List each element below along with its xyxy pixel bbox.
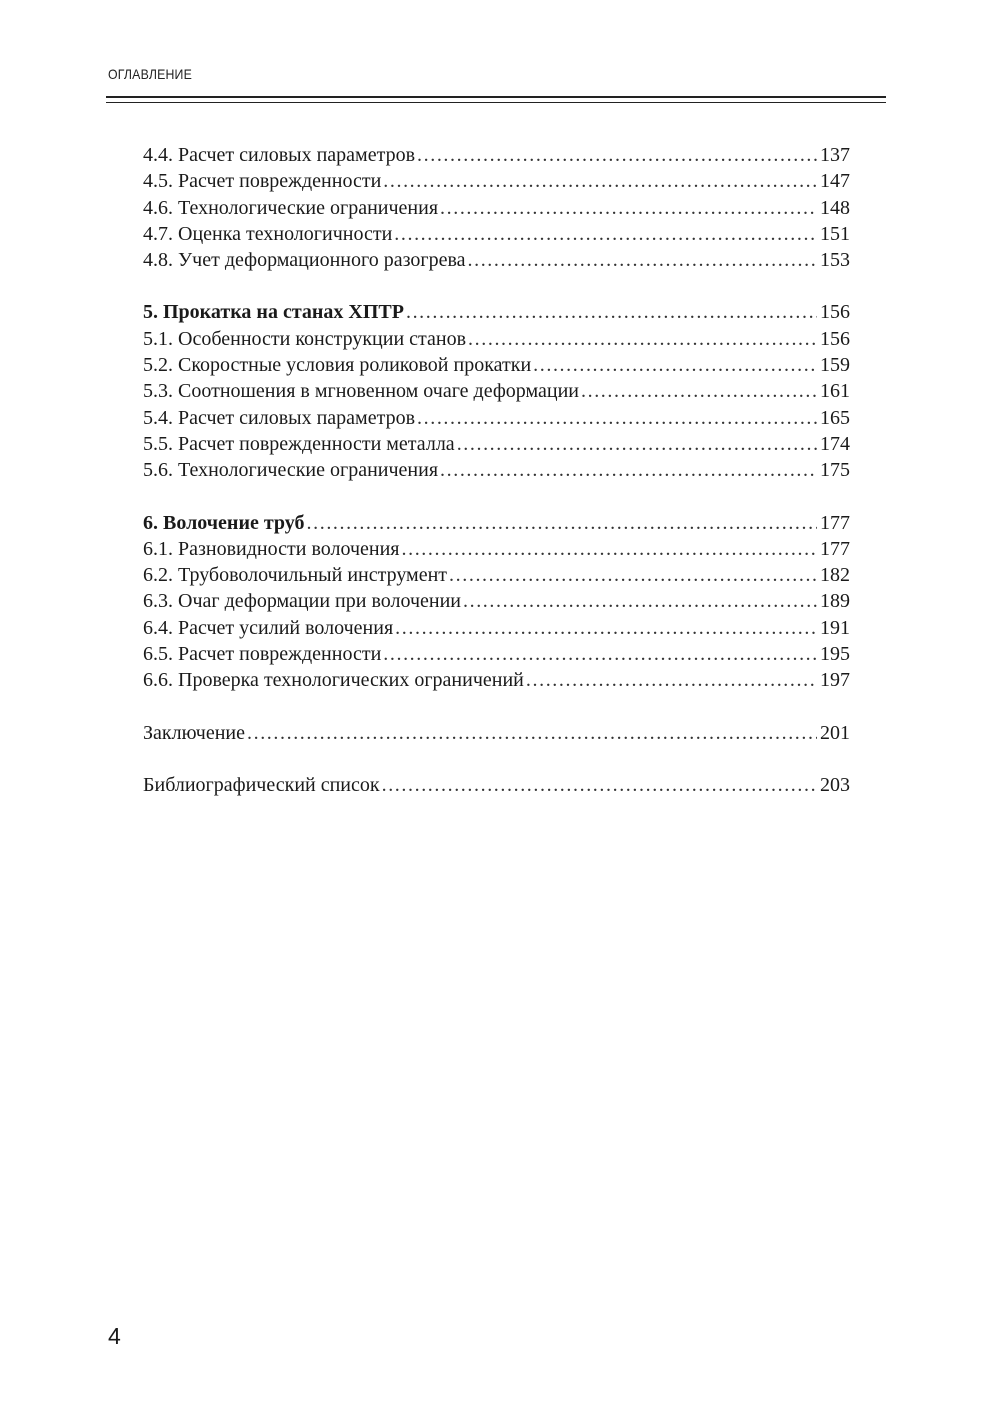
toc-entry-6-4[interactable] [143,615,850,641]
dot-leader [468,247,818,273]
dot-leader [417,142,817,168]
toc-entry-label: 5.2. Скоростные условия роликовой прокатки [143,354,532,377]
toc-entry-page: 156 [820,327,850,350]
toc-entry-page: 153 [820,249,850,272]
toc-entry-page: 156 [820,301,850,324]
toc-chapter-6[interactable] [143,510,850,536]
toc-entry-label: 4.7. Оценка технологичности [143,222,393,245]
toc-entry-page: 161 [820,380,850,403]
dot-leader [533,352,817,378]
toc-entry-page: 175 [820,459,850,482]
toc-entry-page: 195 [820,643,850,666]
toc-entry-label: 6.4. Расчет усилий волочения [143,616,394,639]
toc-entry-page: 174 [820,432,850,455]
toc-entry-4-7[interactable] [143,221,850,247]
toc-group-chapter-5 [143,299,850,483]
page-number: 4 [108,1323,121,1349]
dot-leader [307,510,817,536]
toc-entry-4-5[interactable] [143,168,850,194]
dot-leader [440,195,817,221]
dot-leader [394,221,817,247]
toc-entry-5-5[interactable] [143,431,850,457]
toc-entry-6-6[interactable] [143,667,850,693]
toc-entry-label: 5.4. Расчет силовых параметров [143,406,416,429]
toc-entry-label: 6.5. Расчет поврежденности [143,643,382,666]
toc-entry-label: 4.6. Технологические ограничения [143,196,439,219]
toc-entry-5-3[interactable] [143,378,850,404]
toc-entry-5-1[interactable] [143,326,850,352]
dot-leader [417,405,817,431]
toc-chapter-label: 6. Волочение труб [143,511,305,534]
toc-entry-page: 197 [820,669,850,692]
toc-entry-6-5[interactable] [143,641,850,667]
toc-chapter-5[interactable] [143,299,850,325]
toc-entry-6-3[interactable] [143,588,850,614]
toc-entry-page: 151 [820,222,850,245]
toc-entry-label: Библиографический список [143,773,380,796]
toc-entry-page: 191 [820,616,850,639]
toc-entry-label: 6.1. Разновидности волочения [143,537,400,560]
dot-leader [383,641,817,667]
dot-leader [402,536,818,562]
dot-leader [247,720,817,746]
toc-entry-label: Заключение [143,721,245,744]
dot-leader [468,326,817,352]
toc-entry-label: 5.1. Особенности конструкции станов [143,327,467,350]
toc-entry-page: 177 [820,511,850,534]
dot-leader [406,299,817,325]
dot-leader [581,378,817,404]
toc-group-bibliography [143,772,850,798]
toc-group-chapter-4 [143,142,850,273]
toc-entry-4-4[interactable] [143,142,850,168]
toc-entry-5-2[interactable] [143,352,850,378]
toc-entry-5-4[interactable] [143,405,850,431]
toc-entry-page: 147 [820,170,850,193]
toc-entry-label: 6.3. Очаг деформации при волочении [143,590,461,613]
running-title: ОГЛАВЛЕНИЕ [108,66,192,82]
dot-leader [463,588,817,614]
toc-entry-page: 177 [820,537,850,560]
toc-entry-page: 159 [820,354,850,377]
dot-leader [395,615,817,641]
dot-leader [526,667,817,693]
toc-entry-conclusion[interactable] [143,720,850,746]
dot-leader [383,168,817,194]
toc-entry-4-8[interactable] [143,247,850,273]
toc-entry-label: 5.3. Соотношения в мгновенном очаге деформации [143,380,579,403]
header-rule-thin [106,102,886,103]
toc-chapter-label: 5. Прокатка на станах ХПТР [143,301,404,324]
dot-leader [457,431,817,457]
dot-leader [449,562,817,588]
toc-entry-label: 6.6. Проверка технологических ограничений [143,669,524,692]
toc-entry-label: 5.6. Технологические ограничения [143,459,439,482]
toc-entry-label: 4.4. Расчет силовых параметров [143,144,416,166]
toc-entry-page: 203 [820,773,850,796]
toc-entry-page: 182 [820,564,850,587]
toc-entry-label: 4.8. Учет деформационного разогрева [143,249,466,272]
toc-entry-bibliography[interactable] [143,772,850,798]
toc-entry-4-6[interactable] [143,195,850,221]
toc-entry-page: 137 [820,144,850,166]
toc-entry-page: 201 [820,721,850,744]
toc-entry-label: 6.2. Трубоволочильный инструмент [143,564,448,587]
toc-entry-page: 189 [820,590,850,613]
toc-entry-6-2[interactable] [143,562,850,588]
toc-entry-6-1[interactable] [143,536,850,562]
toc-entry-label: 5.5. Расчет поврежденности металла [143,432,455,455]
toc-entry-page: 148 [820,196,850,219]
dot-leader [382,772,817,798]
toc-entry-page: 165 [820,406,850,429]
toc-group-chapter-6 [143,510,850,694]
header-rule-thick [106,96,886,98]
table-of-contents [143,142,850,824]
dot-leader [440,457,817,483]
toc-group-conclusion [143,720,850,746]
toc-entry-label: 4.5. Расчет поврежденности [143,170,382,193]
toc-entry-5-6[interactable] [143,457,850,483]
